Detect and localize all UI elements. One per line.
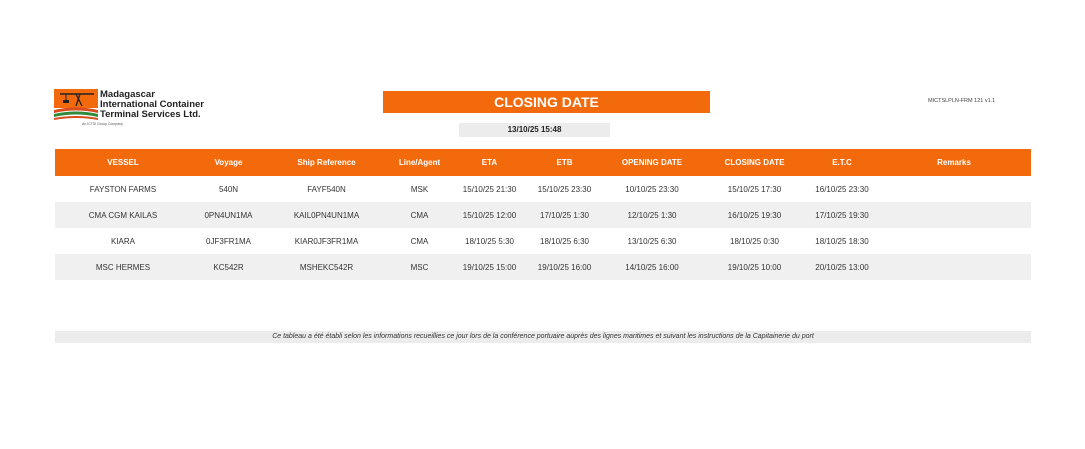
cell-eta: 15/10/25 12:00 <box>452 202 527 228</box>
cell-etb: 19/10/25 16:00 <box>527 254 602 280</box>
column-header-eta: ETA <box>452 149 527 176</box>
cell-closing-date: 19/10/25 10:00 <box>702 254 807 280</box>
company-logo <box>54 89 224 129</box>
cell-opening-date: 10/10/25 23:30 <box>625 184 679 194</box>
column-header-remarks: Remarks <box>877 149 1031 176</box>
cell-line-agent: CMA <box>387 202 452 228</box>
footer-note: Ce tableau a été établi selon les informations recueillies ce jour lors de la conférence portuaire auprès des lignes maritimes et suivant les instructions de la Capitainerie du port <box>55 331 1031 343</box>
cell-closing-date: 16/10/25 19:30 <box>702 202 807 228</box>
form-code: MICTSLPLN-FRM 121 v1.1 <box>928 98 996 104</box>
column-header-vessel: VESSEL <box>55 149 191 176</box>
logo-tagline: An ICTSI Group Company <box>82 122 123 126</box>
cell-opening-date: 14/10/25 16:00 <box>602 254 702 280</box>
cell-etc: 20/10/25 13:00 <box>807 254 877 280</box>
cell-ship-reference: MSHEKC542R <box>266 254 387 280</box>
cell-etb: 15/10/25 23:30 <box>537 184 592 194</box>
column-header-closing-date: CLOSING DATE <box>702 149 807 176</box>
cell-closing-date: 15/10/25 17:30 <box>727 184 782 194</box>
crane-logo-icon <box>54 89 100 123</box>
cell-line-agent: MSK <box>410 184 429 194</box>
report-date: 13/10/25 15:48 <box>459 123 610 137</box>
cell-closing-date: 18/10/25 0:30 <box>730 236 779 246</box>
column-header-voyage: Voyage <box>191 149 266 176</box>
cell-etc: 17/10/25 19:30 <box>807 202 877 228</box>
column-header-opening-date: OPENING DATE <box>602 149 702 176</box>
cell-remarks <box>877 254 1031 280</box>
table-row <box>55 228 1031 254</box>
cell-ship-reference: KAIL0PN4UN1MA <box>266 202 387 228</box>
column-header-etc: E.T.C <box>807 149 877 176</box>
cell-etb: 17/10/25 1:30 <box>527 202 602 228</box>
table-row <box>55 254 1031 280</box>
cell-etc: 16/10/25 23:30 <box>815 184 869 194</box>
cell-line-agent: CMA <box>410 236 429 246</box>
cell-ship-reference: KIAR0JF3FR1MA <box>294 236 359 246</box>
cell-vessel: CMA CGM KAILAS <box>55 202 191 228</box>
cell-eta: 15/10/25 21:30 <box>462 184 517 194</box>
cell-etb: 18/10/25 6:30 <box>540 236 589 246</box>
table-row <box>55 176 1031 202</box>
cell-voyage: KC542R <box>191 254 266 280</box>
closing-date-table <box>55 149 1031 280</box>
column-header-etb: ETB <box>527 149 602 176</box>
cell-opening-date: 12/10/25 1:30 <box>602 202 702 228</box>
cell-voyage: 0PN4UN1MA <box>191 202 266 228</box>
cell-line-agent: MSC <box>387 254 452 280</box>
cell-eta: 19/10/25 15:00 <box>452 254 527 280</box>
cell-ship-reference: FAYF540N <box>307 184 346 194</box>
cell-vessel: MSC HERMES <box>55 254 191 280</box>
cell-voyage: 0JF3FR1MA <box>206 236 251 246</box>
cell-opening-date: 13/10/25 6:30 <box>627 236 677 246</box>
table-row <box>55 202 1031 228</box>
logo-company-name: Madagascar International Container Terminal Services Ltd. <box>100 89 204 120</box>
column-header-line-agent: Line/Agent <box>387 149 452 176</box>
column-header-ship-reference: Ship Reference <box>266 149 387 176</box>
cell-vessel: KIARA <box>110 236 135 246</box>
table-header-row <box>55 149 1031 176</box>
cell-voyage: 540N <box>218 184 239 194</box>
page-title: CLOSING DATE <box>383 91 710 113</box>
cell-vessel: FAYSTON FARMS <box>89 184 157 194</box>
cell-etc: 18/10/25 18:30 <box>815 236 869 246</box>
cell-eta: 18/10/25 5:30 <box>465 236 514 246</box>
cell-remarks <box>877 228 1031 254</box>
cell-remarks <box>877 202 1031 228</box>
cell-remarks <box>877 176 1031 202</box>
